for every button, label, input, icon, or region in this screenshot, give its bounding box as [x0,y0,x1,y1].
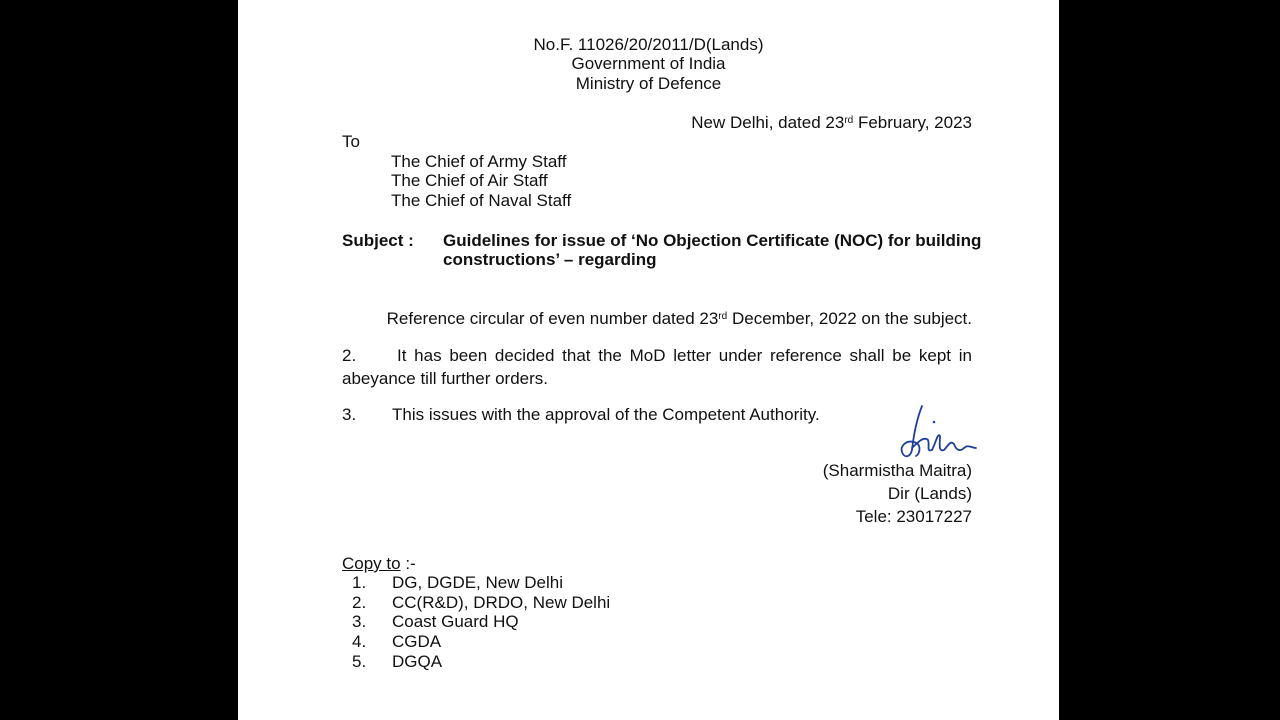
copy-item-number: 3. [352,612,367,631]
date-prefix: New Delhi, dated 23 [691,113,845,132]
ministry-line: Ministry of Defence [575,74,722,93]
copy-item-number: 1. [352,573,367,592]
signatory-designation: Dir (Lands) [887,484,972,503]
file-number: No.F. 11026/20/2011/D(Lands) [533,35,764,54]
recipient: The Chief of Air Staff [391,171,548,190]
document-page [238,0,1059,720]
subject-label: Subject : [342,231,414,250]
copy-item-text: Coast Guard HQ [392,612,519,631]
para2-number: 2. [342,346,357,365]
date-sup: rd [844,115,854,126]
copy-item-text: CGDA [392,632,442,651]
reference-line [387,309,972,329]
date-line [691,113,972,133]
copy-item-number: 4. [352,632,367,651]
copy-to-label: Copy to [342,554,401,573]
subject-line-2: constructions’ – regarding [443,250,657,269]
reference-suffix: December, 2022 on the subject. [727,309,972,328]
reference-sup: rd [718,311,728,322]
government-line: Government of India [571,54,726,73]
recipient: The Chief of Army Staff [391,152,567,171]
para2-line-1: It has been decided that the MoD letter under reference shall be kept in [397,346,972,365]
para2-line-2: abeyance till further orders. [342,369,548,388]
copy-item-text: CC(R&D), DRDO, New Delhi [392,593,611,612]
copy-item-number: 5. [352,652,367,671]
para3-number: 3. [342,405,357,424]
copy-item-number: 2. [352,593,367,612]
signature-icon [898,402,980,462]
signatory-telephone: Tele: 23017227 [855,507,972,526]
copy-to-suffix: :- [400,554,416,573]
reference-prefix: Reference circular of even number dated 23 [386,309,719,328]
copy-item-text: DG, DGDE, New Delhi [392,573,563,592]
copy-to-heading [342,554,416,574]
subject-line-1: Guidelines for issue of ‘No Objection Certificate (NOC) for building [443,231,982,250]
para3-text: This issues with the approval of the Competent Authority. [392,405,820,424]
recipient: The Chief of Naval Staff [391,191,572,210]
date-suffix: February, 2023 [853,113,972,132]
signatory-name: (Sharmistha Maitra) [822,461,972,480]
copy-item-text: DGQA [392,652,443,671]
to-label: To [342,132,360,151]
